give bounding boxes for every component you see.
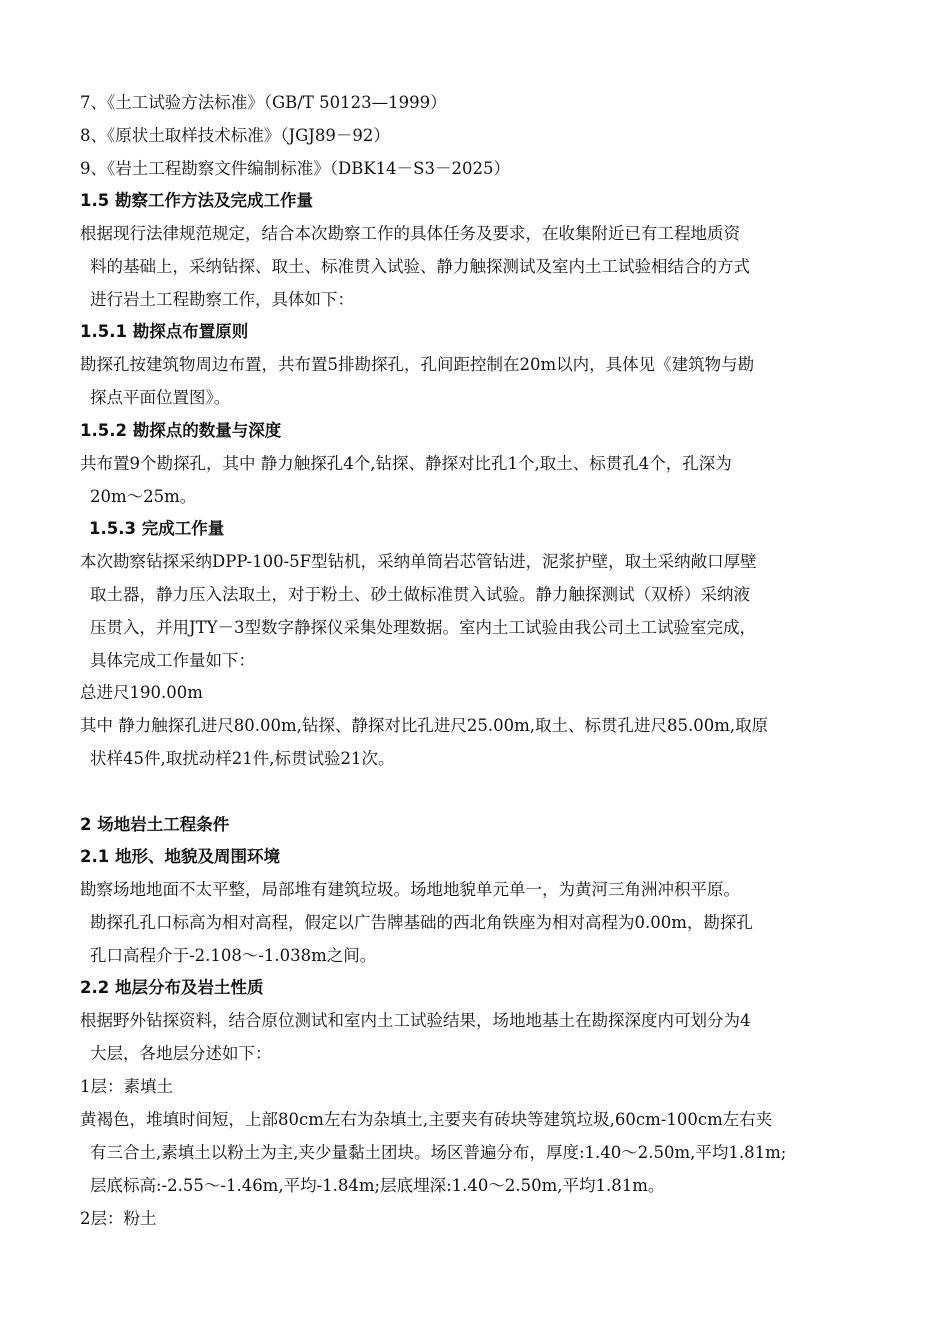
paragraph-line: 压贯入，并用JTY－3型数字静探仪采集处理数据。室内土工试验由我公司土工试验室完成， bbox=[90, 618, 757, 637]
reference-item-9: 9、《岩土工程勘察文件编制标准》（DBK14－S3－2025） bbox=[80, 159, 510, 178]
total-footage: 总进尺190.00m bbox=[80, 683, 203, 702]
paragraph-line: 根据现行法律规范规定，结合本次勘察工作的具体任务及要求，在收集附近已有工程地质资 bbox=[80, 224, 740, 243]
section-heading-2-1: 2.1 地形、地貌及周围环境 bbox=[80, 847, 280, 866]
paragraph-line: 黄褐色，堆填时间短，上部80cm左右为杂填土,主要夹有砖块等建筑垃圾,60cm-100cm左右夹 bbox=[80, 1110, 773, 1129]
layer-2-title: 2层：粉土 bbox=[80, 1209, 157, 1228]
paragraph-line: 进行岩土工程勘察工作，具体如下： bbox=[90, 290, 354, 309]
paragraph-line: 取土器，静力压入法取土，对于粉土、砂土做标准贯入试验。静力触探测试（双桥）采纳液 bbox=[90, 585, 750, 604]
paragraph-line: 其中 静力触探孔进尺80.00m,钻探、静探对比孔进尺25.00m,取土、标贯孔进尺85.00m,取原 bbox=[80, 716, 769, 735]
paragraph-line: 孔口高程介于-2.108～-1.038m之间。 bbox=[90, 946, 377, 965]
paragraph-line: 状样45件,取扰动样21件,标贯试验21次。 bbox=[90, 749, 395, 768]
paragraph-line: 根据野外钻探资料，结合原位测试和室内土工试验结果，场地地基土在勘探深度内可划分为4 bbox=[80, 1011, 751, 1030]
section-heading-2: 2 场地岩土工程条件 bbox=[80, 815, 230, 834]
section-heading-1-5: 1.5 勘察工作方法及完成工作量 bbox=[80, 191, 313, 210]
paragraph-line: 本次勘察钻探采纳DPP-100-5F型钻机，采纳单筒岩芯管钻进，泥浆护壁，取土采纳敞口厚壁 bbox=[80, 552, 757, 571]
paragraph-line: 具体完成工作量如下： bbox=[90, 651, 255, 670]
paragraph-line: 勘察场地地面不太平整，局部堆有建筑垃圾。场地地貌单元单一，为黄河三角洲冲积平原。 bbox=[80, 880, 740, 899]
paragraph-line: 勘探孔按建筑物周边布置，共布置5排勘探孔，孔间距控制在20m以内，具体见《建筑物与勘 bbox=[80, 355, 755, 374]
reference-item-8: 8、《原状土取样技术标准》（JGJ89－92） bbox=[80, 126, 390, 145]
paragraph-line: 料的基础上，采纳钻探、取土、标准贯入试验、静力触探测试及室内土工试验相结合的方式 bbox=[90, 257, 750, 276]
section-heading-1-5-2: 1.5.2 勘探点的数量与深度 bbox=[80, 421, 282, 440]
paragraph-line: 20m～25m。 bbox=[90, 487, 197, 506]
paragraph-line: 探点平面位置图》。 bbox=[90, 388, 231, 407]
reference-item-7: 7、《土工试验方法标准》（GB/T 50123—1999） bbox=[80, 93, 447, 112]
layer-1-title: 1层：素填土 bbox=[80, 1077, 173, 1096]
paragraph-line: 有三合土,素填土以粉土为主,夹少量黏土团块。场区普遍分布，厚度:1.40～2.50m,平均1.81m; bbox=[90, 1143, 787, 1162]
paragraph-line: 勘探孔孔口标高为相对高程，假定以广告牌基础的西北角铁座为相对高程为0.00m，勘探孔 bbox=[90, 913, 753, 932]
paragraph-line: 共布置9个勘探孔，其中 静力触探孔4个,钻探、静探对比孔1个,取土、标贯孔4个，孔深为 bbox=[80, 454, 732, 473]
section-heading-1-5-3: 1.5.3 完成工作量 bbox=[89, 519, 225, 538]
paragraph-line: 层底标高:-2.55～-1.46m,平均-1.84m;层底埋深:1.40～2.50m,平均1.81m。 bbox=[90, 1176, 665, 1195]
paragraph-line: 大层，各地层分述如下： bbox=[90, 1044, 272, 1063]
section-heading-1-5-1: 1.5.1 勘探点布置原则 bbox=[80, 322, 249, 341]
section-heading-2-2: 2.2 地层分布及岩土性质 bbox=[80, 978, 264, 997]
